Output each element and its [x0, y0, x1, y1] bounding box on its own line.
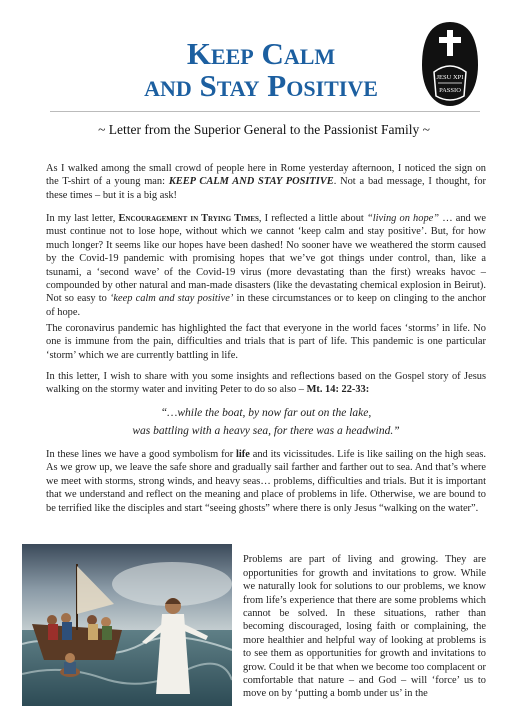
paragraph-4: In this letter, I wish to share with you some insights and reflections based on the Gospel story of Jesus walking on the stormy water and inviting Peter to do so also – Mt. 14: 22-33: [46, 371, 486, 396]
title-line-1: Keep Calm [186, 36, 336, 71]
passionist-logo-icon [420, 20, 480, 108]
logo-text-bottom: PASSIO [439, 87, 461, 94]
paragraph-3: The coronavirus pandemic has highlighted the fact that everyone in the world faces ‘storms’ in life. No one is immune from the pain, difficulties and trials that is part of life. This pandemic is one particular ‘storm’ which we are currently battling in life. [46, 323, 486, 361]
jesus-walking-on-water-image [22, 544, 232, 706]
paragraph-1: As I walked among the small crowd of people here in Rome yesterday afternoon, I noticed the sign on the T-shirt of a young man: KEEP CALM AND STAY POSITIVE. Not a bad message, I thought, for these times – but it is a big ask! [46, 163, 486, 201]
subtitle: ~ Letter from the Superior General to the Passionist Family ~ [98, 122, 430, 137]
quote-line-1: “…while the boat, by now far out on the lake, [160, 407, 372, 419]
logo-text-top: JESU XPI [436, 74, 464, 81]
paragraph-6: Problems are part of living and growing. They are opportunities for growth and invitations to grow. While we naturally look for solutions to our problems, we know from life’s experience that there are some problems which cannot be solved. In these situations, rather than becoming discouraged, losing faith or complaining, the more healthier and helpful way of looking at problems is to see them as opportunities for growth and invitations to grow. Could it be that when we become too complacent or comfortable that nature – and God – will ‘force’ us to move on by ‘putting a bomb under us’ in the [243, 554, 486, 700]
header-divider [50, 111, 480, 112]
page-title [108, 38, 414, 102]
quote-line-2: was battling with a heavy sea, for there was a headwind.” [132, 425, 400, 437]
paragraph-2: In my last letter, Encouragement in Trying Times, I reflected a little about “living on hope” … and we must continue not to lose hope, without which we cannot ‘keep calm and stay positive’. But, for how much longer? It seems like our hopes have been dashed! No sooner have we weathered the storm caused by the Covid-19 pandemic with promising hopes that we’ve got things under control, than, like a tsunami, a ‘second wave’ of the Covid-19 virus (more devastating than the first) wreaks havoc – compounded by other natural and man-made disasters (like the devastating chemical explosion in Beirut). Not so easy to ‘keep calm and stay positive’ in these circumstances or to keep on clinging to the anchor of hope. [46, 213, 487, 318]
paragraph-5: In these lines we have a good symbolism for life and its vicissitudes. Life is like sailing on the high seas. As we grow up, we leave the safe shore and gradually sail farther and farther out to sea. And that’s where we meet with storms, strong winds, and heavy seas… problems, difficulties and trials. But it is important that we understand and reflect on the meaning and place of problems in life. Otherwise, we are bound to be terrified like the disciples and start “seeing ghosts” where there is only Jesus “walking on the water”. [46, 449, 486, 514]
title-line-2: and Stay Positive [144, 68, 378, 103]
scripture-quote [46, 404, 486, 440]
